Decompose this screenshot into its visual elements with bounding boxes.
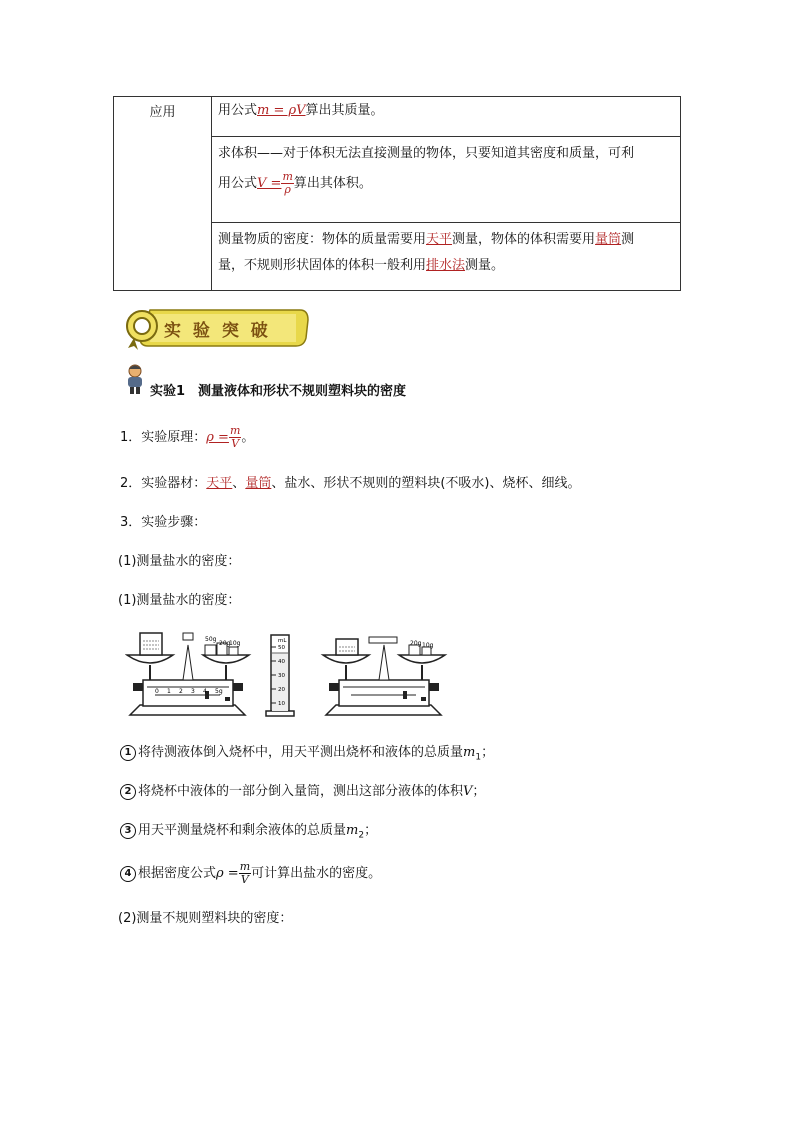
row3-f: 量，不规则形状固体的体积一般利用 <box>218 258 427 273</box>
row2-pre: 用公式 <box>218 176 258 191</box>
cylinder-mark-10: 10 <box>278 701 285 707</box>
apparatus-figure <box>125 625 455 725</box>
equip-cylinder: 量筒 <box>245 476 272 491</box>
principle-line <box>120 425 254 450</box>
weight-label-right-20: 20g <box>410 640 422 647</box>
row2-post: 算出其体积。 <box>293 176 372 191</box>
scale-tick-4: 4 <box>203 688 207 695</box>
row1-post: 算出其质量。 <box>305 103 384 118</box>
equip-pre: 2．实验器材： <box>120 476 207 491</box>
row3-balance: 天平 <box>426 232 453 247</box>
principle-den: V <box>231 437 240 450</box>
sub-step-1-repeat: (1)测量盐水的密度： <box>118 593 241 608</box>
equip-post: 、盐水、形状不规则的塑料块(不吸水)、烧杯、细线。 <box>271 476 581 491</box>
principle-post: 。 <box>241 430 255 445</box>
step-3-sub: 2 <box>358 830 365 841</box>
experiment-title: 实验1 测量液体和形状不规则塑料块的密度 <box>150 384 407 399</box>
row3-a: 测量物质的密度：物体的质量需要用 <box>218 232 427 247</box>
row3-c: 测量，物体的体积需要用 <box>452 232 596 247</box>
step-1-number: 1 <box>120 745 136 761</box>
row3-e: 测 <box>621 232 635 247</box>
cylinder-unit: mL <box>278 638 287 644</box>
weight-label-20: 20g <box>219 640 231 647</box>
cylinder-mark-30: 30 <box>278 673 285 679</box>
volume-formula-row <box>212 137 681 223</box>
row3-h: 测量。 <box>465 258 505 273</box>
density-measure-row <box>212 223 681 291</box>
principle-num: m <box>229 424 241 437</box>
step-4-post: 可计算出盐水的密度。 <box>251 866 382 881</box>
scale-tick-2: 2 <box>179 688 183 695</box>
table-label: 应用 <box>114 97 212 291</box>
step-3-number: 3 <box>120 823 136 839</box>
steps-title: 3．实验步骤： <box>120 515 207 530</box>
step-2-var: V <box>463 784 473 799</box>
step-4 <box>120 860 381 888</box>
weight-label-10: 10g <box>229 640 241 647</box>
step-3-var: m <box>346 823 359 838</box>
step-4-den: V <box>240 873 249 886</box>
step-2-text: 将烧杯中液体的一部分倒入量筒，测出这部分液体的体积 <box>138 784 464 799</box>
step-3-text: 用天平测量烧杯和剩余液体的总质量 <box>138 823 347 838</box>
principle-lhs: ρ = <box>206 430 229 445</box>
row2-lhs: V = <box>257 176 282 191</box>
sub-step-2: (2)测量不规则塑料块的密度： <box>118 911 293 926</box>
scale-tick-0: 0 <box>155 688 159 695</box>
section-banner <box>120 302 310 352</box>
row3-cylinder: 量筒 <box>595 232 622 247</box>
mass-formula: m = ρV <box>257 103 306 118</box>
scale-tick-1: 1 <box>167 688 171 695</box>
scale-tick-5: 5g <box>215 688 223 695</box>
equip-sep: 、 <box>232 476 246 491</box>
step-2-end: ； <box>472 784 486 799</box>
row1-pre: 用公式 <box>218 103 258 118</box>
step-1-var: m <box>463 745 476 760</box>
step-1-end: ； <box>481 745 495 760</box>
mass-formula-row <box>212 97 681 137</box>
cylinder-mark-20: 20 <box>278 687 285 693</box>
row3-displacement: 排水法 <box>426 258 466 273</box>
step-1-text: 将待测液体倒入烧杯中，用天平测出烧杯和液体的总质量 <box>138 745 464 760</box>
volume-frac-num: m <box>282 170 293 183</box>
step-1 <box>120 744 494 767</box>
cylinder-mark-40: 40 <box>278 659 285 665</box>
step-1-sub: 1 <box>475 752 482 763</box>
sub-step-1: (1)测量盐水的密度： <box>118 554 241 569</box>
equipment-line <box>120 475 580 493</box>
cylinder-mark-50: 50 <box>278 645 285 651</box>
step-2-number: 2 <box>120 784 136 800</box>
application-table <box>113 96 681 291</box>
weight-label-right-10: 10g <box>422 642 434 649</box>
scale-tick-3: 3 <box>191 688 195 695</box>
principle-fraction <box>229 425 241 450</box>
step-2 <box>120 783 485 801</box>
step-4-number: 4 <box>120 866 136 882</box>
person-icon <box>124 364 146 394</box>
volume-frac-den: ρ <box>284 183 291 196</box>
step-3-end: ； <box>364 823 378 838</box>
step-4-fraction <box>239 861 251 886</box>
step-4-num: m <box>239 860 251 873</box>
step-4-pre: 根据密度公式 <box>138 866 217 881</box>
principle-pre: 1．实验原理： <box>120 430 207 445</box>
equip-balance: 天平 <box>206 476 233 491</box>
step-3 <box>120 822 377 845</box>
weight-label-50: 50g <box>205 636 217 643</box>
row2-line1: 求体积——对于体积无法直接测量的物体，只要知道其密度和质量，可利 <box>218 146 635 161</box>
volume-fraction <box>281 171 293 196</box>
banner-text: 实 验 突 破 <box>164 321 271 341</box>
step-4-lhs: ρ = <box>216 866 239 881</box>
